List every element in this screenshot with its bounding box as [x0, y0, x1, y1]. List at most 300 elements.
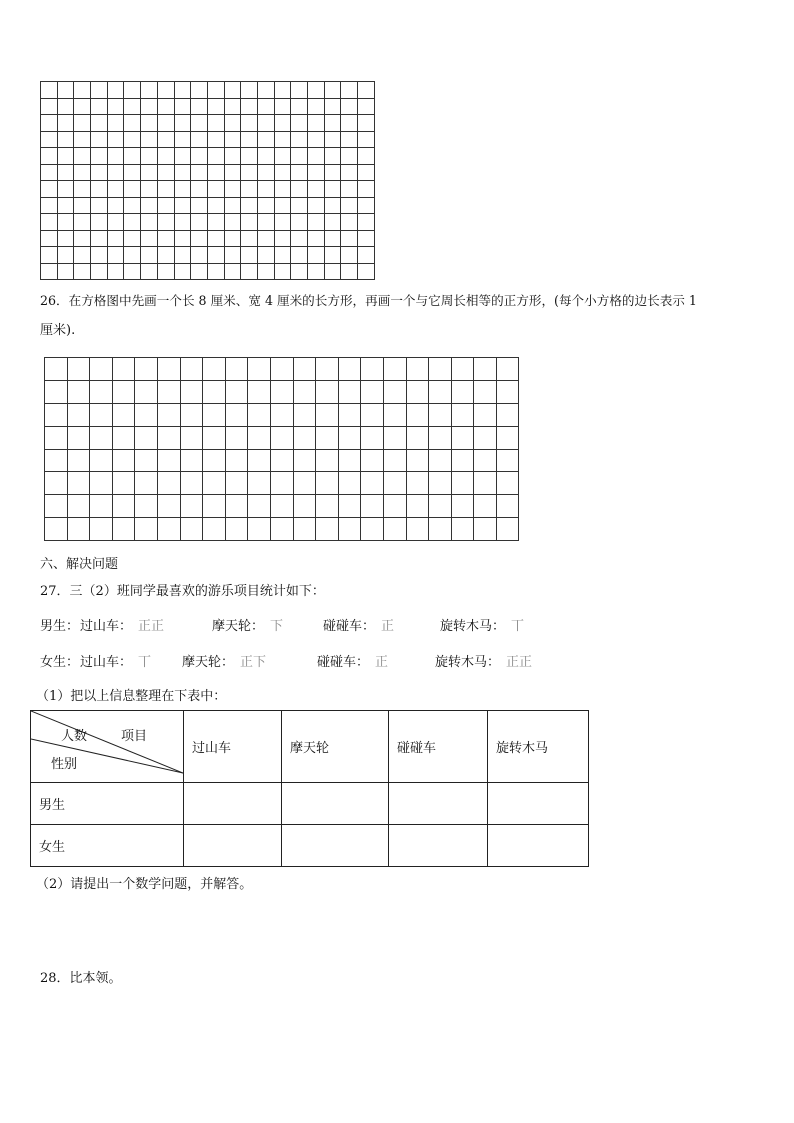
grid-cell: [270, 449, 293, 472]
grid-cell: [474, 380, 497, 403]
grid-cell: [257, 181, 274, 198]
grid-cell: [224, 263, 241, 280]
grid-cell: [316, 449, 339, 472]
grid-cell: [274, 131, 291, 148]
grid-cell: [67, 426, 90, 449]
grid-cell: [293, 518, 316, 541]
grid-cell: [45, 403, 68, 426]
grid-cell: [308, 181, 325, 198]
grid-cell: [124, 263, 141, 280]
answer-cell[interactable]: [184, 825, 282, 867]
grid-cell: [451, 403, 474, 426]
grid-cell: [90, 358, 113, 381]
grid-cell: [112, 449, 135, 472]
table-header-row: [31, 711, 589, 783]
grid-cell: [474, 495, 497, 518]
grid-cell: [257, 247, 274, 264]
grid-cell: [91, 164, 108, 181]
grid-cell: [324, 263, 341, 280]
column-header: 摩天轮: [282, 711, 389, 783]
grid-cell: [308, 98, 325, 115]
grid-cell: [180, 403, 203, 426]
grid-cell: [341, 131, 358, 148]
grid-cell: [274, 82, 291, 99]
grid-cell: [225, 495, 248, 518]
grid-cell: [270, 380, 293, 403]
grid-cell: [41, 181, 58, 198]
grid-cell: [324, 115, 341, 132]
grid-cell: [308, 263, 325, 280]
grid-cell: [157, 131, 174, 148]
grid-cell: [361, 472, 384, 495]
grid-cell: [157, 98, 174, 115]
grid-cell: [451, 449, 474, 472]
grid-cell: [358, 214, 375, 231]
grid-cell: [324, 148, 341, 165]
grid-cell: [270, 403, 293, 426]
grid-cell: [67, 472, 90, 495]
grid-cell: [91, 214, 108, 231]
grid-cell: [241, 164, 258, 181]
grid-cell: [180, 449, 203, 472]
grid-cell: [257, 263, 274, 280]
grid-cell: [241, 214, 258, 231]
grid-cell: [316, 380, 339, 403]
grid-cell: [341, 197, 358, 214]
grid-cell: [57, 131, 74, 148]
grid-cell: [107, 263, 124, 280]
grid-cell: [241, 115, 258, 132]
grid-cell: [270, 426, 293, 449]
boys-item-ferris: 摩天轮： 下: [212, 619, 284, 634]
grid-cell: [257, 115, 274, 132]
grid-cell: [406, 403, 429, 426]
grid-cell: [324, 82, 341, 99]
grid-cell: [341, 115, 358, 132]
grid-cell: [241, 181, 258, 198]
grid-cell: [157, 358, 180, 381]
grid-cell: [358, 82, 375, 99]
grid-cell: [451, 518, 474, 541]
grid-cell: [316, 495, 339, 518]
grid-cell: [141, 230, 158, 247]
grid-cell: [225, 518, 248, 541]
grid-cell: [74, 263, 91, 280]
grid-row: [41, 82, 375, 99]
grid-cell: [207, 82, 224, 99]
grid-cell: [141, 82, 158, 99]
grid-cell: [257, 230, 274, 247]
grid-cell: [338, 472, 361, 495]
grid-cell: [207, 181, 224, 198]
grid-cell: [361, 449, 384, 472]
grid-cell: [41, 131, 58, 148]
answer-cell[interactable]: [389, 825, 488, 867]
grid-cell: [358, 131, 375, 148]
grid-cell: [429, 403, 452, 426]
grid-cell: [308, 230, 325, 247]
grid-cell: [338, 403, 361, 426]
grid-cell: [224, 214, 241, 231]
grid-cell: [67, 449, 90, 472]
grid-cell: [41, 98, 58, 115]
grid-cell: [112, 495, 135, 518]
grid-cell: [248, 472, 271, 495]
grid-cell: [157, 230, 174, 247]
grid-cell: [74, 181, 91, 198]
girls-tally-row: [40, 654, 600, 674]
grid-cell: [241, 82, 258, 99]
boys-item-coaster: 过山车： 正正: [80, 619, 165, 634]
question-26-line1: 26．在方格图中先画一个长 8 厘米、宽 4 厘米的长方形，再画一个与它周长相等的正方形，(每个小方格的边长表示 1: [40, 293, 697, 308]
grid-cell: [383, 472, 406, 495]
grid-cell: [141, 98, 158, 115]
grid-cell: [174, 98, 191, 115]
grid-cell: [191, 115, 208, 132]
grid-cell: [324, 247, 341, 264]
grid-cell: [157, 197, 174, 214]
grid-cell: [361, 495, 384, 518]
grid-cell: [293, 358, 316, 381]
grid-cell: [107, 164, 124, 181]
grid-cell: [358, 197, 375, 214]
grid-cell: [248, 380, 271, 403]
grid-cell: [91, 181, 108, 198]
grid-cell: [241, 148, 258, 165]
grid-cell: [496, 380, 519, 403]
grid-cell: [383, 403, 406, 426]
grid-cell: [57, 197, 74, 214]
girls-item-ferris: 摩天轮： 正下: [182, 655, 267, 670]
grid-cell: [225, 449, 248, 472]
grid-cell: [203, 403, 226, 426]
grid-cell: [180, 380, 203, 403]
grid-row: [45, 449, 519, 472]
grid-cell: [174, 115, 191, 132]
grid-row: [41, 197, 375, 214]
grid-cell: [496, 449, 519, 472]
grid-cell: [257, 164, 274, 181]
grid-cell: [316, 358, 339, 381]
grid-cell: [224, 230, 241, 247]
tally-mark: 正下: [240, 655, 267, 670]
grid-cell: [141, 131, 158, 148]
grid-cell: [191, 131, 208, 148]
grid-cell: [174, 214, 191, 231]
grid-cell: [91, 98, 108, 115]
diagonal-header-cell: [31, 711, 184, 783]
grid-cell: [270, 495, 293, 518]
answer-cell[interactable]: [282, 783, 389, 825]
grid-cell: [361, 358, 384, 381]
grid-cell: [308, 148, 325, 165]
grid-cell: [406, 518, 429, 541]
grid-cell: [74, 131, 91, 148]
grid-cell: [67, 380, 90, 403]
grid-cell: [406, 426, 429, 449]
grid-cell: [91, 82, 108, 99]
grid-row: [41, 164, 375, 181]
grid-cell: [358, 148, 375, 165]
grid-cell: [124, 148, 141, 165]
grid-cell: [324, 181, 341, 198]
grid-row: [41, 247, 375, 264]
grid-cell: [124, 82, 141, 99]
grid-cell: [429, 449, 452, 472]
tally-mark: 正: [375, 655, 389, 670]
grid-cell: [324, 214, 341, 231]
grid-cell: [361, 518, 384, 541]
grid-cell: [241, 197, 258, 214]
grid-cell: [57, 230, 74, 247]
grid-cell: [308, 247, 325, 264]
grid-cell: [429, 518, 452, 541]
table-row: [31, 783, 589, 825]
answer-cell[interactable]: [488, 783, 589, 825]
tally-mark: 丅: [138, 655, 152, 670]
grid-cell: [107, 131, 124, 148]
grid-cell: [207, 230, 224, 247]
grid-cell: [241, 131, 258, 148]
grid-cell: [474, 472, 497, 495]
grid-cell: [45, 358, 68, 381]
grid-cell: [406, 495, 429, 518]
grid-cell: [191, 181, 208, 198]
grid-cell: [361, 380, 384, 403]
grid-cell: [90, 472, 113, 495]
grid-cell: [41, 148, 58, 165]
grid-cell: [406, 380, 429, 403]
grid-paper-q26: [44, 357, 519, 541]
grid-cell: [90, 403, 113, 426]
grid-cell: [41, 214, 58, 231]
grid-cell: [180, 472, 203, 495]
grid-cell: [274, 197, 291, 214]
grid-cell: [191, 164, 208, 181]
grid-row: [41, 263, 375, 280]
grid-cell: [324, 197, 341, 214]
grid-cell: [157, 495, 180, 518]
column-header: 碰碰车: [389, 711, 488, 783]
grid-cell: [207, 247, 224, 264]
grid-cell: [308, 131, 325, 148]
grid-cell: [257, 148, 274, 165]
grid-cell: [174, 247, 191, 264]
grid-cell: [41, 164, 58, 181]
grid-cell: [141, 115, 158, 132]
grid-cell: [308, 197, 325, 214]
grid-cell: [291, 214, 308, 231]
grid-cell: [383, 495, 406, 518]
grid-cell: [248, 358, 271, 381]
answer-cell[interactable]: [184, 783, 282, 825]
grid-row: [45, 380, 519, 403]
grid-cell: [157, 148, 174, 165]
grid-cell: [124, 214, 141, 231]
grid-cell: [316, 518, 339, 541]
tally-mark: 正正: [138, 619, 165, 634]
grid-cell: [74, 230, 91, 247]
grid-cell: [141, 148, 158, 165]
grid-cell: [74, 247, 91, 264]
grid-cell: [112, 358, 135, 381]
grid-cell: [141, 197, 158, 214]
grid-cell: [57, 181, 74, 198]
grid-cell: [174, 230, 191, 247]
grid-cell: [57, 82, 74, 99]
grid-cell: [157, 426, 180, 449]
grid-cell: [338, 426, 361, 449]
grid-cell: [291, 247, 308, 264]
grid-cell: [224, 82, 241, 99]
grid-cell: [451, 380, 474, 403]
grid-cell: [224, 98, 241, 115]
grid-cell: [338, 518, 361, 541]
grid-cell: [429, 426, 452, 449]
grid-cell: [57, 247, 74, 264]
grid-cell: [383, 380, 406, 403]
diag-label-people: 人数: [61, 729, 88, 744]
grid-cell: [274, 247, 291, 264]
column-header: 过山车: [184, 711, 282, 783]
grid-cell: [207, 115, 224, 132]
grid-cell: [45, 426, 68, 449]
grid-cell: [41, 263, 58, 280]
grid-cell: [496, 358, 519, 381]
grid-cell: [293, 472, 316, 495]
boys-item-carousel: 旋转木马： 丅: [440, 619, 525, 634]
grid-cell: [90, 518, 113, 541]
grid-cell: [124, 115, 141, 132]
grid-cell: [291, 131, 308, 148]
grid-cell: [207, 164, 224, 181]
grid-cell: [191, 230, 208, 247]
grid-cell: [157, 247, 174, 264]
grid-cell: [107, 82, 124, 99]
grid-cell: [225, 380, 248, 403]
grid-cell: [248, 426, 271, 449]
question-28: 28．比本领。: [40, 971, 122, 986]
diag-label-item: 项目: [121, 729, 148, 744]
answer-cell[interactable]: [488, 825, 589, 867]
grid-cell: [451, 358, 474, 381]
grid-row: [41, 181, 375, 198]
grid-row: [41, 148, 375, 165]
answer-cell[interactable]: [282, 825, 389, 867]
grid-cell: [274, 164, 291, 181]
grid-cell: [225, 426, 248, 449]
grid-cell: [474, 403, 497, 426]
grid-cell: [45, 472, 68, 495]
grid-cell: [112, 518, 135, 541]
grid-cell: [358, 263, 375, 280]
grid-cell: [74, 148, 91, 165]
grid-cell: [207, 263, 224, 280]
grid-row: [45, 472, 519, 495]
grid-cell: [496, 518, 519, 541]
grid-cell: [180, 358, 203, 381]
grid-row: [45, 403, 519, 426]
grid-cell: [474, 426, 497, 449]
grid-cell: [174, 263, 191, 280]
answer-cell[interactable]: [389, 783, 488, 825]
row-header: 男生: [31, 783, 184, 825]
grid-cell: [241, 263, 258, 280]
grid-cell: [308, 115, 325, 132]
grid-cell: [135, 380, 158, 403]
grid-cell: [257, 98, 274, 115]
grid-cell: [358, 98, 375, 115]
grid-cell: [91, 230, 108, 247]
grid-cell: [207, 214, 224, 231]
grid-row: [41, 115, 375, 132]
grid-cell: [57, 115, 74, 132]
question-27-part2: （2）请提出一个数学问题，并解答。: [36, 877, 253, 892]
grid-cell: [203, 380, 226, 403]
grid-cell: [338, 495, 361, 518]
grid-cell: [383, 358, 406, 381]
grid-cell: [224, 148, 241, 165]
grid-cell: [361, 403, 384, 426]
grid-row: [45, 518, 519, 541]
grid-cell: [316, 403, 339, 426]
grid-cell: [270, 472, 293, 495]
grid-cell: [124, 164, 141, 181]
grid-cell: [174, 181, 191, 198]
grid-cell: [135, 426, 158, 449]
grid-cell: [203, 518, 226, 541]
grid-cell: [157, 403, 180, 426]
grid-cell: [141, 214, 158, 231]
table-row: [31, 825, 589, 867]
girls-item-coaster: 过山车： 丅: [80, 655, 152, 670]
tally-mark: 丅: [511, 619, 525, 634]
grid-cell: [157, 164, 174, 181]
grid-cell: [383, 518, 406, 541]
grid-cell: [107, 214, 124, 231]
grid-cell: [496, 495, 519, 518]
grid-cell: [293, 449, 316, 472]
grid-cell: [157, 214, 174, 231]
grid-cell: [74, 197, 91, 214]
grid-cell: [207, 197, 224, 214]
grid-cell: [358, 164, 375, 181]
grid-cell: [74, 82, 91, 99]
grid-row: [41, 131, 375, 148]
grid-cell: [270, 518, 293, 541]
question-27-intro: 27．三（2）班同学最喜欢的游乐项目统计如下：: [40, 584, 325, 599]
grid-cell: [308, 214, 325, 231]
grid-cell: [141, 247, 158, 264]
grid-cell: [124, 98, 141, 115]
question-27-part1: （1）把以上信息整理在下表中：: [36, 689, 227, 704]
grid-cell: [174, 82, 191, 99]
grid-cell: [180, 518, 203, 541]
grid-cell: [429, 495, 452, 518]
grid-cell: [383, 449, 406, 472]
grid-cell: [274, 98, 291, 115]
grid-cell: [248, 518, 271, 541]
grid-cell: [180, 426, 203, 449]
grid-cell: [274, 263, 291, 280]
grid-cell: [241, 98, 258, 115]
grid-cell: [203, 358, 226, 381]
grid-cell: [157, 181, 174, 198]
grid-cell: [74, 214, 91, 231]
grid-row: [41, 230, 375, 247]
grid-cell: [57, 98, 74, 115]
grid-cell: [203, 495, 226, 518]
